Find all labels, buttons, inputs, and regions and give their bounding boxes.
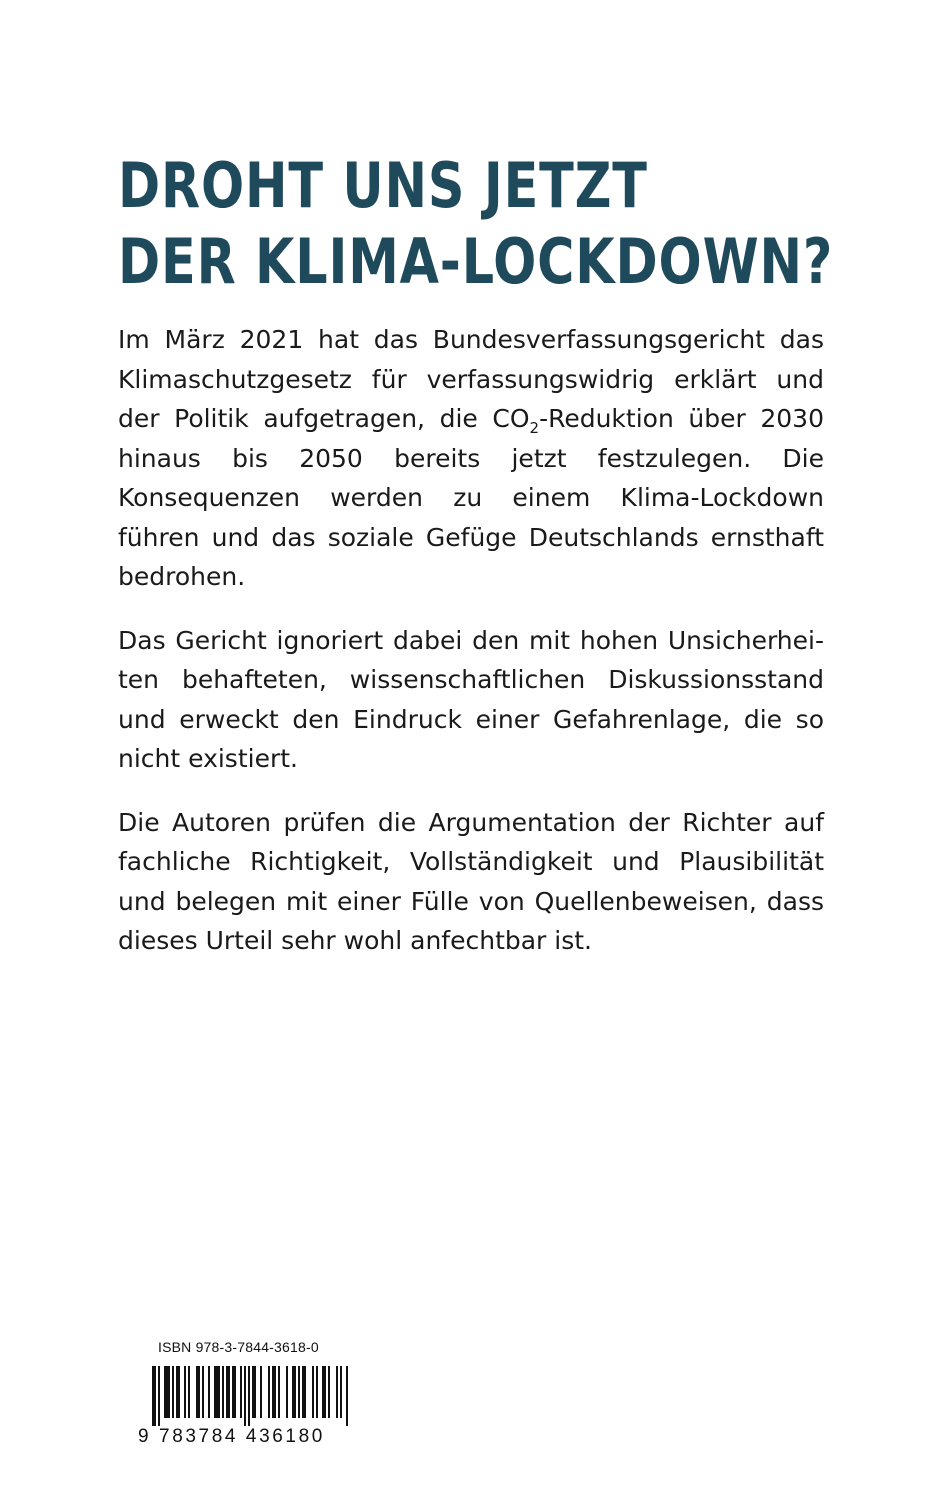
paragraph-1-part-2: -Reduktion über 2030 hinaus bis 2050 bereits jetzt festzulegen. Die Konsequenzen werden zu einem Klima-Lockdown führen und das soziale Gefüge Deutschlands ernsthaft bedrohen. bbox=[118, 404, 824, 591]
barcode-bar bbox=[268, 1366, 270, 1418]
paragraph-1-part-1: Im März 2021 hat das Bundesverfassungsgericht das Klimaschutzgesetz für verfassungswidrig erklärt und der Politik aufgetragen, die CO bbox=[118, 325, 824, 433]
barcode-bar bbox=[232, 1366, 236, 1418]
barcode-bar bbox=[176, 1366, 180, 1418]
paragraph-1 bbox=[118, 320, 824, 597]
blurb-text bbox=[118, 320, 824, 985]
barcode-bar bbox=[208, 1366, 210, 1418]
barcode-bar bbox=[184, 1366, 186, 1418]
barcode-bar bbox=[292, 1366, 296, 1418]
barcode-bar bbox=[336, 1366, 338, 1418]
barcode-bar bbox=[202, 1366, 204, 1418]
isbn-block bbox=[138, 1338, 348, 1448]
barcode-bar bbox=[240, 1366, 242, 1418]
barcode-bar bbox=[278, 1366, 280, 1418]
barcode-bar bbox=[302, 1366, 306, 1418]
barcode-bar bbox=[298, 1366, 300, 1418]
isbn-digits: 9 783784 436180 bbox=[138, 1426, 325, 1447]
barcode-bar bbox=[164, 1366, 170, 1418]
barcode-bar bbox=[222, 1366, 224, 1418]
barcode-bar bbox=[346, 1366, 348, 1426]
barcode-bar bbox=[188, 1366, 190, 1418]
barcode-bar bbox=[196, 1366, 200, 1418]
isbn-label: ISBN 978-3-7844-3618-0 bbox=[158, 1339, 319, 1355]
barcode-bar bbox=[340, 1366, 342, 1418]
barcode-bar bbox=[312, 1366, 314, 1418]
barcode-bar bbox=[158, 1366, 160, 1426]
barcode-bar bbox=[322, 1366, 326, 1418]
barcode-bar bbox=[252, 1366, 256, 1418]
barcode-bar bbox=[286, 1366, 288, 1418]
barcode-bar bbox=[272, 1366, 276, 1418]
barcode-bar bbox=[244, 1366, 246, 1426]
barcode-bar bbox=[214, 1366, 220, 1418]
barcode-bar bbox=[260, 1366, 262, 1418]
headline-line-2: DER KLIMA-LOCKDOWN? bbox=[118, 225, 834, 298]
headline-line-1: DROHT UNS JETZT bbox=[118, 149, 648, 222]
barcode-bars bbox=[138, 1366, 348, 1426]
paragraph-3: Die Autoren prüfen die Argumentation der Richter auf fachliche Richtigkeit, Vollständigkeit und Plausibilität und belegen mit einer Fülle von Quellenbeweisen, dass dieses Urteil sehr wohl anfechtbar ist. bbox=[118, 807, 824, 955]
barcode bbox=[138, 1366, 348, 1448]
co2-subscript: 2 bbox=[529, 419, 540, 437]
barcode-bar bbox=[328, 1366, 330, 1418]
barcode-bar bbox=[316, 1366, 318, 1418]
barcode-bar bbox=[152, 1366, 156, 1426]
paragraph-2: Das Gericht ignoriert dabei den mit hohen Unsicherheiten behafteten, wissenschaftlichen Diskussionsstand und erweckt den Eindruck einer Gefahrenlage, die so nicht existiert. bbox=[118, 625, 824, 773]
barcode-bar bbox=[226, 1366, 230, 1418]
barcode-bar bbox=[172, 1366, 174, 1418]
headline bbox=[118, 148, 834, 300]
barcode-bar bbox=[248, 1366, 250, 1426]
